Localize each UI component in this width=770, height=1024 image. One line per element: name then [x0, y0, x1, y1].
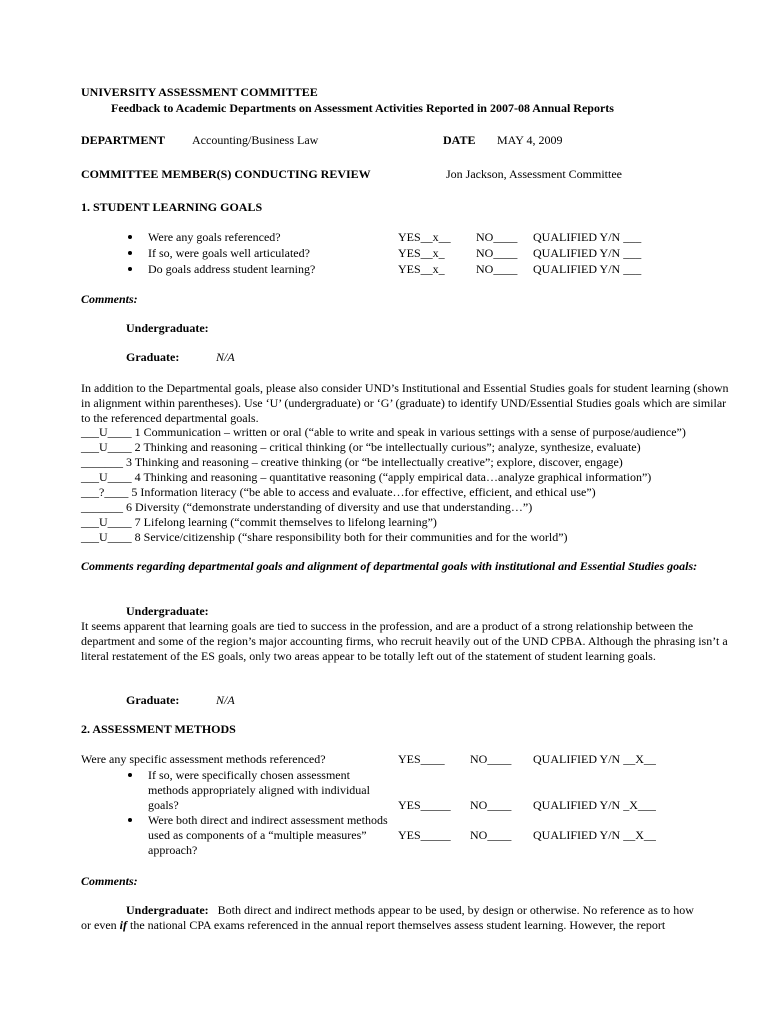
goal-item: ___U____ 8 Service/citizenship (“share responsibility both for their communities and for the world”)	[81, 530, 568, 544]
section1-heading: 1. STUDENT LEARNING GOALS	[81, 200, 263, 214]
yes-answer: YES____	[398, 752, 445, 766]
no-answer: NO____	[476, 246, 518, 260]
no-answer: NO____	[476, 262, 518, 276]
department-value: Accounting/Business Law	[192, 133, 319, 147]
committee-value: Jon Jackson, Assessment Committee	[446, 167, 622, 181]
yes-answer: YES_____	[398, 828, 451, 842]
no-answer: NO____	[476, 230, 518, 244]
qualified-answer: QUALIFIED Y/N __X__	[533, 752, 656, 766]
yes-answer: YES__x__	[398, 230, 451, 244]
goal-item: _______ 6 Diversity (“demonstrate understanding of diversity and use that understanding…”)	[81, 500, 533, 514]
methods-question-3: Were both direct and indirect assessment methods used as components of a “multiple measures” approach?	[148, 813, 388, 857]
yes-answer: YES__x_	[398, 262, 445, 276]
methods-undergraduate-text: Both direct and indirect methods appear to be used, by design or otherwise. No reference as to how	[217, 903, 694, 917]
goal-item: _______ 3 Thinking and reasoning – creative thinking (or “be intellectually creative”; explore, discover, engage)	[81, 455, 623, 469]
bullet-icon	[128, 818, 132, 822]
no-answer: NO____	[470, 798, 512, 812]
qualified-answer: QUALIFIED Y/N ___	[533, 262, 642, 276]
bullet-icon	[128, 251, 132, 255]
bullet-icon	[128, 773, 132, 777]
goal-item: ___U____ 2 Thinking and reasoning – critical thinking (or “be intellectually curious”; analyze, synthesize, evaluate)	[81, 440, 641, 454]
alignment-graduate-value: N/A	[216, 693, 235, 707]
bullet-icon	[128, 235, 132, 239]
qualified-answer: QUALIFIED Y/N __X__	[533, 828, 656, 842]
methods-undergraduate-label: Undergraduate:	[126, 903, 209, 917]
date-label: DATE	[443, 133, 476, 147]
emphasis-text: if	[119, 918, 127, 932]
methods-question-2: If so, were specifically chosen assessment methods appropriately aligned with individual goals?	[148, 768, 370, 812]
alignment-undergraduate-label: Undergraduate:	[126, 604, 209, 618]
alignment-comments-label: Comments regarding departmental goals and alignment of departmental goals with institutional and Essential Studies goals:	[81, 559, 698, 573]
comments-label: Comments:	[81, 292, 138, 306]
text-fragment: or even	[81, 918, 120, 932]
no-answer: NO____	[470, 752, 512, 766]
question-text: If so, were goals well articulated?	[148, 246, 310, 260]
alignment-undergraduate-text: It seems apparent that learning goals are tied to success in the profession, and are a product of a strong relationship between the department and some of the region’s major accounting firms, who recruit heavily out of the UND CPBA. Although the phrasing isn’t a literal restatement of the ES goals, only two areas appear to be totally left out of the statement of student learning goals.	[81, 619, 728, 663]
methods-undergraduate-line-1	[126, 903, 694, 917]
bullet-icon	[128, 267, 132, 271]
alignment-intro: In addition to the Departmental goals, please also consider UND’s Institutional and Essential Studies goals for student learning (shown in alignment within parentheses). Use ‘U’ (undergraduate) or ‘G’ (graduate) to identify UND/Essential Studies goals which are similar to the referenced departmental goals.	[81, 381, 729, 425]
qualified-answer: QUALIFIED Y/N ___	[533, 230, 642, 244]
qualified-answer: QUALIFIED Y/N ___	[533, 246, 642, 260]
yes-answer: YES__x_	[398, 246, 445, 260]
department-label: DEPARTMENT	[81, 133, 166, 147]
goal-item: ___U____ 7 Lifelong learning (“commit themselves to lifelong learning”)	[81, 515, 437, 529]
question-text: Were any goals referenced?	[148, 230, 281, 244]
yes-answer: YES_____	[398, 798, 451, 812]
methods-question-1: Were any specific assessment methods referenced?	[81, 752, 326, 766]
methods-undergraduate-line-2	[81, 918, 665, 932]
qualified-answer: QUALIFIED Y/N _X___	[533, 798, 656, 812]
undergraduate-label: Undergraduate:	[126, 321, 209, 335]
goal-item: ___U____ 1 Communication – written or oral (“able to write and speak in various settings with a sense of purpose/audience”)	[81, 425, 686, 439]
graduate-label: Graduate:	[126, 350, 180, 364]
text-fragment: the national CPA exams referenced in the annual report themselves assess student learning. However, the report	[127, 918, 666, 932]
committee-title: UNIVERSITY ASSESSMENT COMMITTEE	[81, 85, 318, 99]
graduate-value: N/A	[216, 350, 235, 364]
section2-heading: 2. ASSESSMENT METHODS	[81, 722, 236, 736]
document-title: Feedback to Academic Departments on Assessment Activities Reported in 2007-08 Annual Reports	[111, 101, 614, 115]
goal-item: ___U____ 4 Thinking and reasoning – quantitative reasoning (“apply empirical data…analyze graphical information”)	[81, 470, 652, 484]
committee-label: COMMITTEE MEMBER(S) CONDUCTING REVIEW	[81, 167, 371, 181]
methods-comments-label: Comments:	[81, 874, 138, 888]
goal-item: ___?____ 5 Information literacy (“be able to access and evaluate…for effective, efficient, and ethical use”)	[81, 485, 596, 499]
alignment-graduate-label: Graduate:	[126, 693, 180, 707]
question-text: Do goals address student learning?	[148, 262, 316, 276]
no-answer: NO____	[470, 828, 512, 842]
date-value: MAY 4, 2009	[497, 133, 563, 147]
